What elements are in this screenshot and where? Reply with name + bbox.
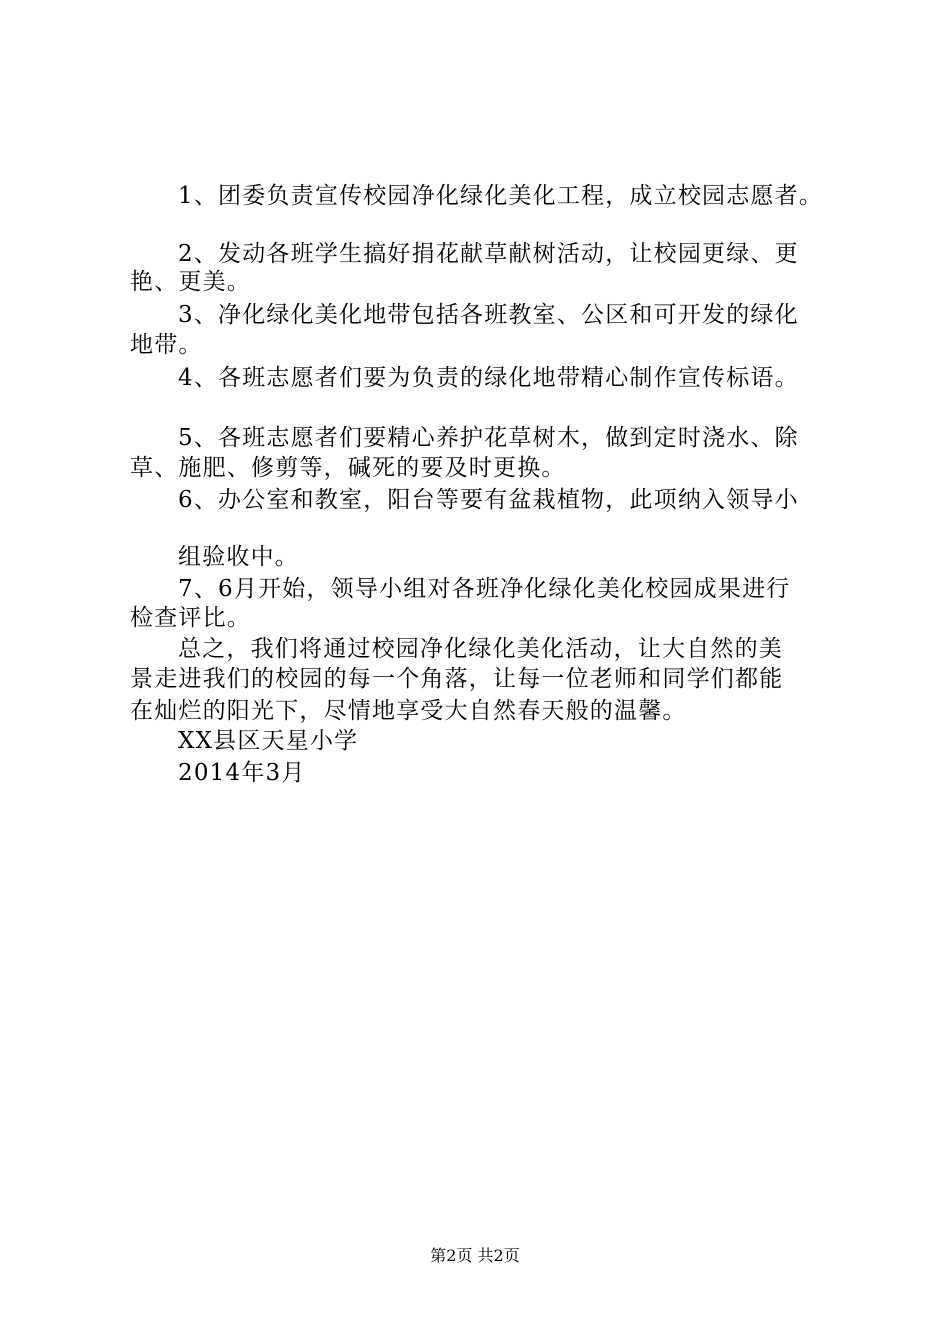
summary-line-b: 景走进我们的校园的每一个角落，让每一位老师和同学们都能	[130, 666, 784, 692]
item-7-line-a: 7、6月开始，领导小组对各班净化绿化美化校园成果进行	[178, 576, 791, 602]
item-4-line: 4、各班志愿者们要为负责的绿化地带精心制作宣传标语。	[178, 365, 799, 391]
item-2-line-a: 2、发动各班学生搞好捐花献草献树活动，让校园更绿、更	[178, 241, 799, 267]
item-1-line: 1、团委负责宣传校园净化绿化美化工程，成立校园志愿者。	[178, 183, 824, 209]
signature-date: 2014年3月	[178, 760, 306, 786]
item-2-line-b: 艳、更美。	[130, 269, 251, 295]
item-5-line-a: 5、各班志愿者们要精心养护花草树木，做到定时浇水、除	[178, 425, 799, 451]
summary-line-c: 在灿烂的阳光下，尽情地享受大自然春天般的温馨。	[130, 698, 687, 724]
item-7-line-b: 检查评比。	[130, 605, 251, 631]
signature-school: XX县区天星小学	[178, 728, 359, 754]
item-6-line-b: 组验收中。	[178, 544, 299, 570]
page-footer: 第2页 共2页	[430, 1246, 520, 1265]
item-5-line-b: 草、施肥、修剪等，碱死的要及时更换。	[130, 455, 566, 481]
summary-line-a: 总之，我们将通过校园净化绿化美化活动，让大自然的美	[178, 636, 783, 662]
item-3-line-b: 地带。	[130, 332, 203, 358]
item-6-line-a: 6、办公室和教室，阳台等要有盆栽植物，此项纳入领导小	[178, 487, 799, 513]
item-3-line-a: 3、净化绿化美化地带包括各班教室、公区和可开发的绿化	[178, 302, 799, 328]
